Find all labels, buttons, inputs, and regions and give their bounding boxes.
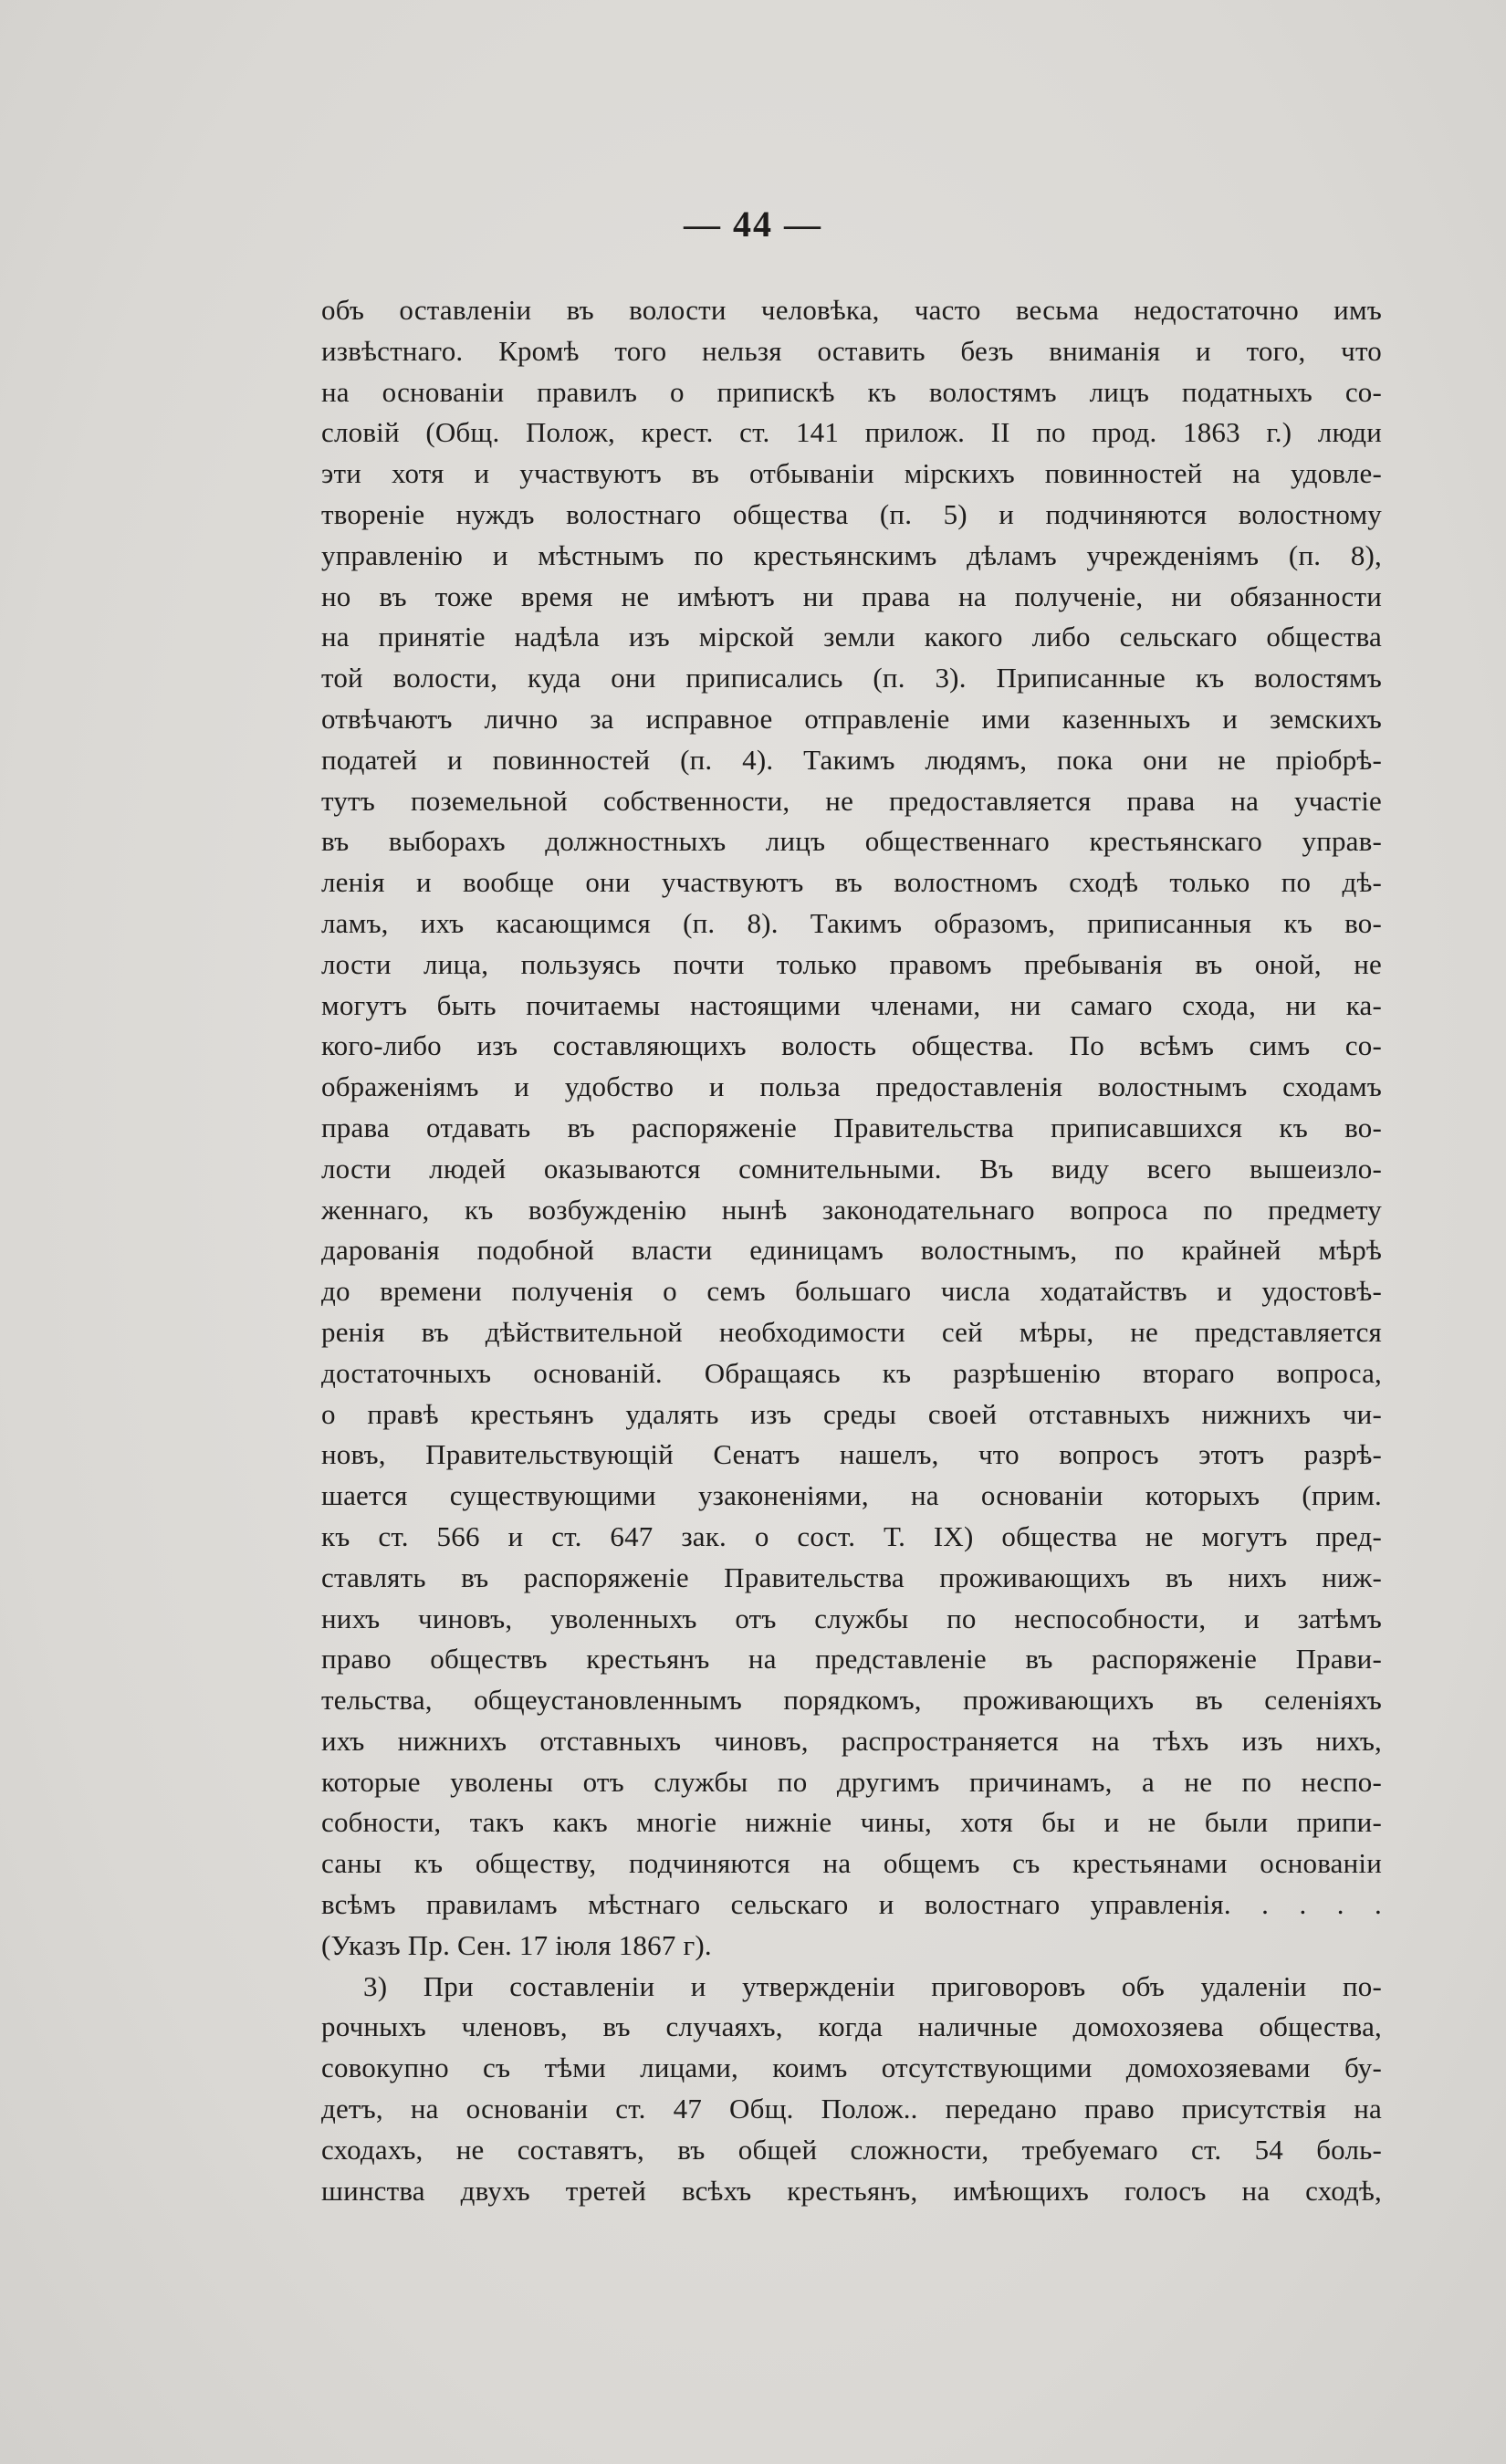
text-line: право обществъ крестьянъ на представленіе въ распоряженіе Прави- — [321, 1643, 1382, 1676]
text-line: могутъ быть почитаемы настоящими членами, ни самаго схода, ни ка- — [321, 988, 1382, 1021]
text-line: въ выборахъ должностныхъ лицъ общественнаго крестьянскаго управ- — [321, 825, 1382, 858]
text-line: тутъ поземельной собственности, не предоставляется права на участіе — [321, 784, 1382, 817]
text-line: нихъ чиновъ, уволенныхъ отъ службы по неспособности, и затѣмъ — [321, 1602, 1382, 1634]
text-line: шается существующими узаконеніями, на основаніи которыхъ (прим. — [321, 1479, 1382, 1512]
text-line: 3) При составленіи и утвержденіи приговоровъ объ удаленіи по- — [363, 1969, 1382, 2002]
text-line: твореніе нуждъ волостнаго общества (п. 5) и подчиняются волостному — [321, 497, 1382, 530]
text-line: ображеніямъ и удобство и польза предоставленія волостнымъ сходамъ — [321, 1070, 1382, 1103]
text-line: совокупно съ тѣми лицами, коимъ отсутствующими домохозяевами бу- — [321, 2052, 1382, 2084]
text-line: кого-либо изъ составляющихъ волость общества. По всѣмъ симъ со- — [321, 1029, 1382, 1062]
text-line: дарованія подобной власти единицамъ волостнымъ, по крайней мѣрѣ — [321, 1234, 1382, 1267]
text-line: сходахъ, не составятъ, въ общей сложности, требуемаго ст. 54 боль- — [321, 2133, 1382, 2166]
text-line: лости лица, пользуясь почти только правомъ пребыванія въ оной, не — [321, 947, 1382, 980]
text-line: управленію и мѣстнымъ по крестьянскимъ дѣламъ учрежденіямъ (п. 8), — [321, 538, 1382, 571]
text-line: (Указъ Пр. Сен. 17 іюля 1867 г). — [321, 1928, 712, 1961]
text-line: объ оставленіи въ волости человѣка, часто весьма недостаточно имъ — [321, 294, 1382, 326]
text-line: рочныхъ членовъ, въ случаяхъ, когда наличные домохозяева общества, — [321, 2010, 1382, 2043]
text-line: къ ст. 566 и ст. 647 зак. о сост. Т. IX) общества не могутъ пред- — [321, 1519, 1382, 1552]
text-line: эти хотя и участвуютъ въ отбываніи мірскихъ повинностей на удовле- — [321, 457, 1382, 490]
text-line: которые уволены отъ службы по другимъ причинамъ, а не по неспо- — [321, 1765, 1382, 1798]
bleed-through-mark — [88, 1077, 161, 1095]
text-line: лости людей оказываются сомнительными. Въ виду всего вышеизло- — [321, 1152, 1382, 1185]
text-line: о правѣ крестьянъ удалять изъ среды своей отставныхъ нижнихъ чи- — [321, 1397, 1382, 1430]
text-line: податей и повинностей (п. 4). Такимъ людямъ, пока они не пріобрѣ- — [321, 743, 1382, 776]
text-line: отвѣчаютъ лично за исправное отправленіе ими казенныхъ и земскихъ — [321, 702, 1382, 735]
text-line: на принятіе надѣла изъ мірской земли какого либо сельскаго общества — [321, 621, 1382, 653]
text-line: ленія и вообще они участвуютъ въ волостномъ сходѣ только по дѣ- — [321, 866, 1382, 899]
text-line: саны къ обществу, подчиняются на общемъ съ крестьянами основаніи — [321, 1847, 1382, 1880]
text-line: собности, такъ какъ многіе нижніе чины, хотя бы и не были припи- — [321, 1806, 1382, 1839]
body-text — [321, 290, 1382, 2211]
text-line: шинства двухъ третей всѣхъ крестьянъ, имѣющихъ голосъ на сходѣ, — [321, 2174, 1382, 2207]
text-line: словій (Общ. Полож, крест. ст. 141 прилож. II по прод. 1863 г.) люди — [321, 416, 1382, 449]
text-line: новъ, Правительствующій Сенатъ нашелъ, что вопросъ этотъ разрѣ- — [321, 1438, 1382, 1471]
text-line: детъ, на основаніи ст. 47 Общ. Полож.. передано право присутствія на — [321, 2093, 1382, 2125]
text-line: до времени полученія о семъ большаго числа ходатайствъ и удостовѣ- — [321, 1275, 1382, 1308]
text-line: права отдавать въ распоряженіе Правительства приписавшихся къ во- — [321, 1111, 1382, 1143]
text-line: тельства, общеустановленнымъ порядкомъ, проживающихъ въ селеніяхъ — [321, 1684, 1382, 1717]
text-line: женнаго, къ возбужденію нынѣ законодательнаго вопроса по предмету — [321, 1193, 1382, 1226]
text-line: ихъ нижнихъ отставныхъ чиновъ, распространяется на тѣхъ изъ нихъ, — [321, 1724, 1382, 1757]
text-line: ламъ, ихъ касающимся (п. 8). Такимъ образомъ, приписанныя къ во- — [321, 906, 1382, 939]
text-line: ставлять въ распоряженіе Правительства проживающихъ въ нихъ ниж- — [321, 1561, 1382, 1593]
text-line: извѣстнаго. Кромѣ того нельзя оставить безъ вниманія и того, что — [321, 334, 1382, 367]
text-line: той волости, куда они приписались (п. 3). Приписанные къ волостямъ — [321, 662, 1382, 694]
text-line: но въ тоже время не имѣютъ ни права на полученіе, ни обязанности — [321, 579, 1382, 612]
text-line: ренія въ дѣйствительной необходимости сей мѣры, не представляется — [321, 1315, 1382, 1348]
text-line: достаточныхъ основаній. Обращаясь къ разрѣшенію втораго вопроса, — [321, 1356, 1382, 1389]
text-line: всѣмъ правиламъ мѣстнаго сельскаго и волостнаго управленія. . . . . — [321, 1888, 1382, 1921]
page-number: — 44 — — [684, 204, 822, 245]
text-line: на основаніи правилъ о припискѣ къ волостямъ лицъ податныхъ со- — [321, 375, 1382, 408]
